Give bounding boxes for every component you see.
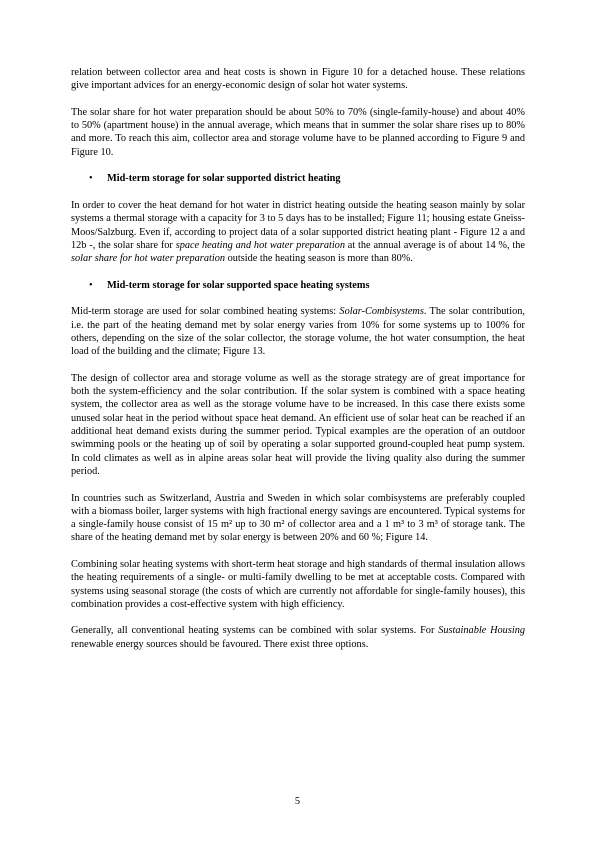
paragraph-short-term-storage: Combining solar heating systems with short-term heat storage and high standards of thermal insulation allows the heating requirements of a single- or multi-family dwelling to be met at acceptable costs. Compared with systems using seasonal storage (the costs of which are currently not affordable for single-family houses), this combination provides a cost-effective system with high efficiency. (71, 558, 525, 610)
text-run: outside the heating season is more than 80%. (225, 253, 413, 265)
text-run: . The solar contribution, i.e. the part of the heating demand met by solar energy varies from 10% for some systems up to 100% for others, depending on the size of the solar collector, the storage volume, the hot water consumption, the heat load of the building and the climate; Figure 13. (71, 306, 525, 358)
text-run: In order to cover the heat demand for hot water in district heating outside the heating season mainly by solar systems a thermal storage with a capacity for 3 to 5 days has to be installed; Figure 11; housing estate Gneiss-Moos/Salzburg. Even if, according to project data of a solar supported district heating plant - Figure 12 a and 12b -, the solar share for (71, 199, 525, 251)
bullet-heading-space-heating (71, 279, 525, 292)
text-run: at the annual average is of about 14 %, the (344, 239, 525, 251)
paragraph-district-heating (71, 199, 525, 265)
page-number: 5 (294, 796, 301, 807)
italic-text-run: Solar-Combisystems (339, 306, 424, 318)
paragraph-solar-share-hot-water: The solar share for hot water preparation should be about 50% to 70% (single-family-house) and about 40% to 50% (apartment house) in the annual average, which means that in summer the solar share rises up to 80% and more. To reach this aim, collector area and storage volume have to be planned according to Figure 9 and Figure 10. (71, 106, 525, 158)
paragraph-conventional-heating (71, 624, 525, 651)
paragraph-solar-combisystems (71, 305, 525, 358)
bullet-dot: • (89, 173, 93, 185)
paragraph-design-collector-storage: The design of collector area and storage volume as well as the storage strategy are of great importance for both the system-efficiency and the solar contribution. If the solar system is combined with a space heating system, the collector area as well as the storage volume have to be increased. In this case there exists some unused solar heat in the period without space heat demand. An efficient use of solar heat can be reached if an additional heat demand exists during the summer period. Typical examples are the operation of an outdoor swimming pools or the heating up of soil by operating a solar supported ground-coupled heat pump system. In cold climates as well as in alpine areas solar heat will provide the living quality also during the summer period. (71, 372, 525, 477)
text-run: Generally, all conventional heating systems can be combined with solar systems. For (71, 625, 439, 637)
text-run: Mid-term storage are used for solar combined heating systems: (71, 306, 340, 318)
bullet-dot: • (89, 279, 93, 291)
text-run: renewable energy sources should be favoured. There exist three options. (71, 638, 369, 650)
bullet-heading-text: Mid-term storage for solar supported space heating systems (107, 279, 370, 291)
paragraph-countries-biomass: In countries such as Switzerland, Austria and Sweden in which solar combisystems are preferably coupled with a biomass boiler, larger systems with high fractional energy savings are encountered. Typical systems for a single-family house consist of 15 m² up to 30 m² of collector area and a 1 m³ to 3 m³ of storage tank. The share of the heating demand met by solar energy is between 20% and 60 %; Figure 14. (71, 492, 525, 544)
italic-text-run: solar share for hot water preparation (71, 253, 225, 265)
document-body (71, 66, 525, 664)
paragraph-collector-area-heat-costs: relation between collector area and heat costs is shown in Figure 10 for a detached house. These relations give important advices for an energy-economic design of solar hot water systems. (71, 67, 525, 92)
bullet-heading-district-heating (71, 172, 525, 185)
italic-text-run: Sustainable Housing (438, 625, 525, 637)
italic-text-run: space heating and hot water preparation (175, 239, 345, 251)
bullet-heading-text: Mid-term storage for solar supported district heating (107, 173, 341, 185)
